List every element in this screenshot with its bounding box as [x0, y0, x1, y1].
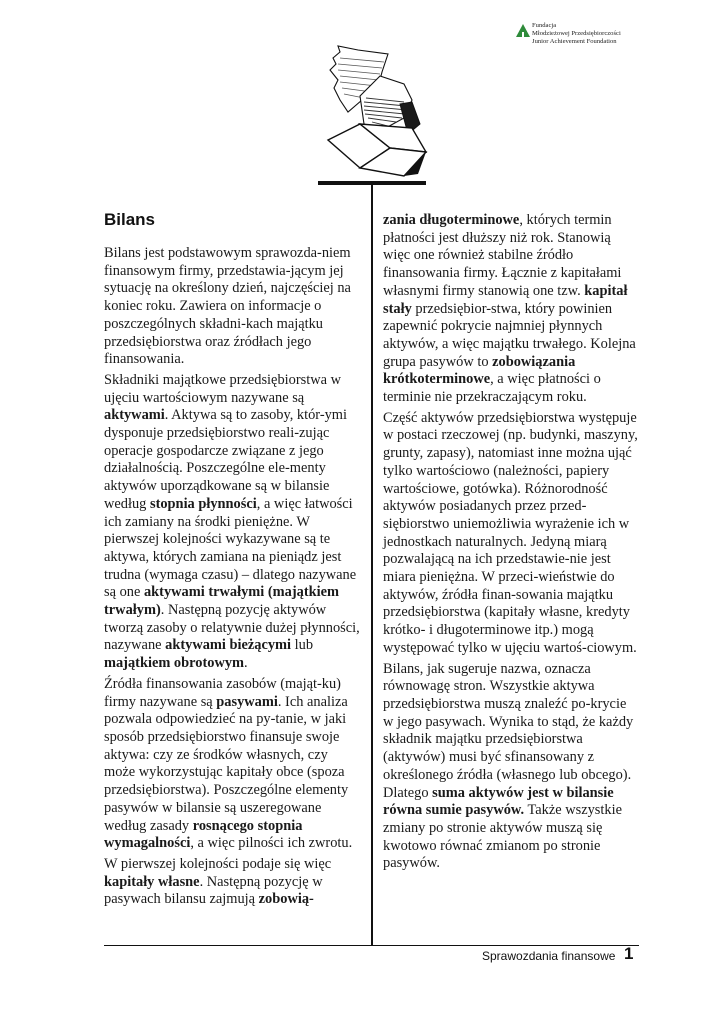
paragraph-valuation: Część aktywów przedsiębiorstwa występuje w postaci rzeczowej (np. budynki, maszyny, grunty, zapasy), natomiast inne można ująć tylko wartościowo (należności, papiery wartościowe, gotówka). Różnorodność aktywów posiadanych przez przed-siębiorstwo uniemożliwia wyrażenie ich w jednostkach naturalnych. Jedyną miarą pozwalającą na ich przedstawie-nie jest miara pieniężna. W przeci-wieństwie do aktywów, źródła finan-sowania majątku przedsiębiorstwa (kapitały własne, kredyty krótko- i długoterminowe itp.) mogą występować tylko w ujęciu wartoś-ciowym.: [383, 409, 638, 656]
right-column: [383, 212, 639, 876]
foundation-logo: [516, 22, 696, 50]
page-number: 1: [624, 944, 634, 963]
section-heading: Bilans: [104, 210, 156, 229]
paragraph-equity: W pierwszej kolejności podaje się więc kapitały własne. Następną pozycję w pasywach bilansu zajmują zobowią-: [104, 855, 332, 908]
column-divider: [371, 183, 373, 945]
logo-line-2: Młodzieżowej Przedsiębiorczości: [532, 30, 621, 37]
logo-line-1: Fundacja: [532, 22, 557, 29]
logo-line-3: Junior Achievement Foundation: [532, 38, 617, 45]
paragraph-balance: Bilans, jak sugeruje nazwa, oznacza równowagę stron. Wszystkie aktywa przedsiębiorstwa muszą znaleźć po-krycie w jego pasywach. Wynika to stąd, że każdy składnik majątku przedsiębiorstwa (aktywów) musi być sfinansowany z określonego źródła (własnego lub obcego). Dlatego suma aktywów jest w bilansie równa sumie pasywów. Także wszystkie zmiany po stronie aktywów muszą się kwotowo równać zmianom po stronie pasywów.: [383, 660, 634, 872]
paragraph-intro: Bilans jest podstawowym sprawozda-niem finansowym firmy, przedstawia-jącym jej sytuację na określony dzień, najczęściej na koniec roku. Zawiera on informacje o poszczególnych składni-kach majątku przedsiębiorstwa oraz źródłach jego finansowania.: [104, 245, 351, 368]
logo-text: [532, 22, 621, 46]
left-column: [104, 245, 360, 912]
documents-illustration: [300, 40, 460, 190]
footer-rule: [104, 945, 639, 946]
paragraph-liabilities: Źródła finansowania zasobów (mająt-ku) firmy nazywane są pasywami. Ich analiza pozwala odpowiedzieć na py-tanie, w jaki sposób przedsiębiorstwo finansuje swoje aktywa: czy ze środków własnych, czy może wykorzystując kapitały obce (spoza przedsiębiorstwa). Poszczególne elementy pasywów w bilansie są uszeregowane według zasady rosnącego stopnia wymagalności, a więc pilności ich zwrotu.: [104, 675, 353, 852]
paragraph-long-term: zania długoterminowe, których termin płatności jest dłuższy niż rok. Stanowią więc one również stabilne źródło finansowania firmy. Łącznie z kapitałami własnymi firmy stanowią one tzw. kapitał stały przedsiębior-stwa, który powinien zapewnić pokrycie najmniej płynnych aktywów, a więc majątku trwałego. Kolejna grupa pasywów to zobowiązania krótkoterminowe, a więc płatności o terminie nie przekraczającym roku.: [383, 212, 636, 406]
footer-label: Sprawozdania finansowe: [482, 949, 616, 963]
tree-logo-icon: [516, 24, 530, 38]
paragraph-assets: Składniki majątkowe przedsiębiorstwa w ujęciu wartościowym nazywane są aktywami. Aktywa są to zasoby, któr-ymi dysponuje przedsiębiorstwo reali-zując operacje gospodarcze związane z jego działalnością. Poszczególne ele-menty aktywów uporządkowane są w bilansie według stopnia płynności, a więc łatwości ich zamiany na środki pieniężne. W pierwszej kolejności wykazywane są te aktywa, których zamiana na pieniądz jest trudna (wymaga czasu) – dlatego nazywane są one aktywami trwałymi (majątkiem trwałym). Następną pozycję aktywów tworzą zasoby o relatywnie dużej płynności, nazywane aktywami bieżącymi lub majątkiem obrotowym.: [104, 371, 360, 672]
